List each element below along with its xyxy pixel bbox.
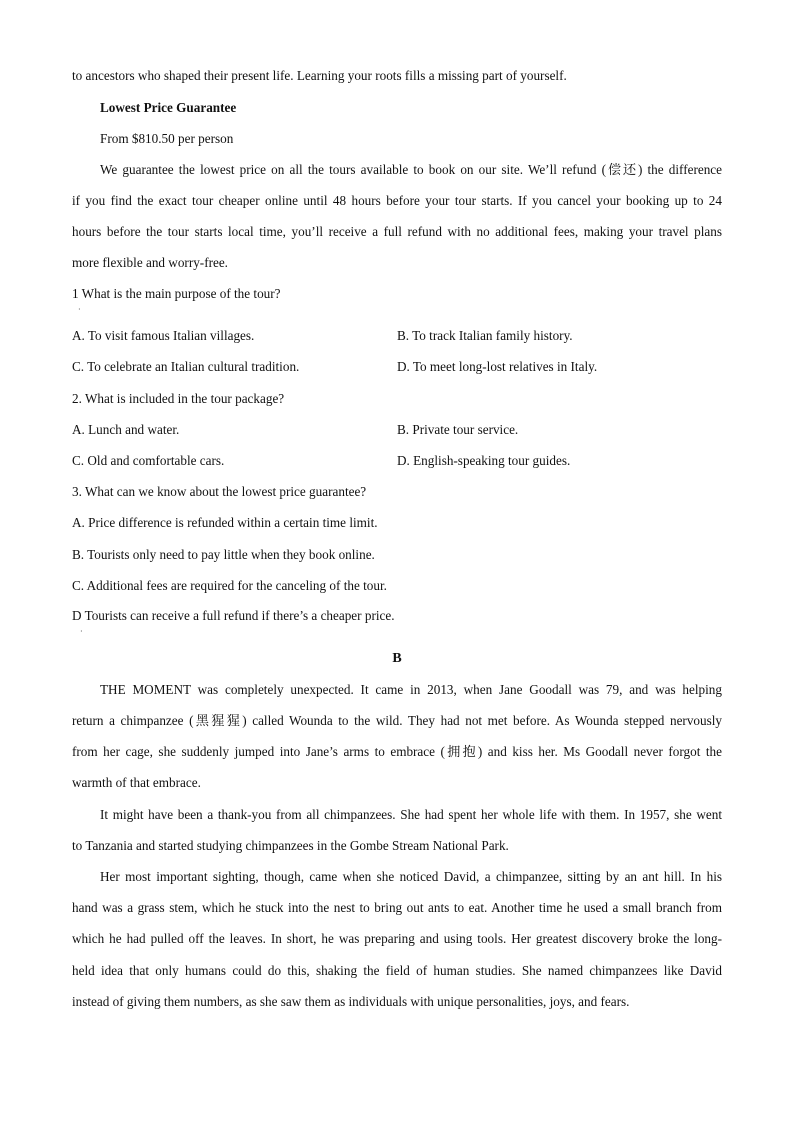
q1-option-c: C. To celebrate an Italian cultural tradition. [72,359,300,374]
q2-option-a: A. Lunch and water. [72,422,180,437]
question-3: 3. What can we know about the lowest price guarantee? [72,484,367,499]
q1-option-d: D. To meet long-lost relatives in Italy. [397,359,598,374]
section-b-p1-line: from her cage, she suddenly jumped into Jane’s arms to embrace (拥抱) and kiss her. Ms Goodall never forgot the [72,744,722,759]
guarantee-line: more flexible and worry-free. [72,255,228,270]
section-b-p3-line: Her most important sighting, though, came when she noticed David, a chimpanzee, sitting by an ant hill. In his [100,869,722,884]
guarantee-heading: Lowest Price Guarantee [100,100,237,115]
section-b-p3-line: which he had pulled off the leaves. In short, he was preparing and using tools. Her greatest discovery broke the long- [72,931,722,946]
question-2: 2. What is included in the tour package? [72,391,285,406]
section-b-p2-line: It might have been a thank-you from all chimpanzees. She had spent her whole life with them. In 1957, she went [100,807,722,822]
section-b-p3-line: instead of giving them numbers, as she saw them as individuals with unique personalities, joys, and fears. [72,994,630,1009]
q3-option-c: C. Additional fees are required for the canceling of the tour. [72,578,387,593]
section-b-heading: B [392,651,402,666]
guarantee-line: if you find the exact tour cheaper online until 48 hours before your tour starts. If you cancel your booking up to 24 [72,193,722,208]
guarantee-line: hours before the tour starts local time, you’ll receive a full refund with no additional fees, making your travel plans [72,224,722,239]
intro-tail-line: to ancestors who shaped their present life. Learning your roots fills a missing part of yourself. [72,68,567,83]
question-1: 1 What is the main purpose of the tour? [72,286,281,301]
section-b-p3-line: held idea that only humans could do this, shaking the field of human studies. She named chimpanzees like David [72,963,722,978]
section-b-p2-line: to Tanzania and started studying chimpanzees in the Gombe Stream National Park. [72,838,509,853]
q1-option-a: A. To visit famous Italian villages. [72,328,255,343]
guarantee-line: We guarantee the lowest price on all the tours available to book on our site. We’ll refund (偿还) the difference [100,162,722,177]
marker-dot: · [78,305,81,314]
q1-option-b: B. To track Italian family history. [397,328,573,343]
marker-dot: · [80,627,83,636]
q3-option-a: A. Price difference is refunded within a certain time limit. [72,515,378,530]
q2-option-b: B. Private tour service. [397,422,519,437]
q2-option-c: C. Old and comfortable cars. [72,453,225,468]
q3-option-b: B. Tourists only need to pay little when they book online. [72,547,375,562]
guarantee-price: From $810.50 per person [100,131,234,146]
section-b-p1-line: return a chimpanzee (黑猩猩) called Wounda to the wild. They had not met before. As Wounda stepped nervously [72,713,722,728]
section-b-p1-line: warmth of that embrace. [72,775,201,790]
q3-option-d: D Tourists can receive a full refund if there’s a cheaper price. [72,608,395,623]
section-b-p1-line: THE MOMENT was completely unexpected. It came in 2013, when Jane Goodall was 79, and was helping [100,682,722,697]
q2-option-d: D. English-speaking tour guides. [397,453,571,468]
section-b-p3-line: hand was a grass stem, which he stuck into the nest to bring out ants to eat. Another time he used a small branch from [72,900,722,915]
